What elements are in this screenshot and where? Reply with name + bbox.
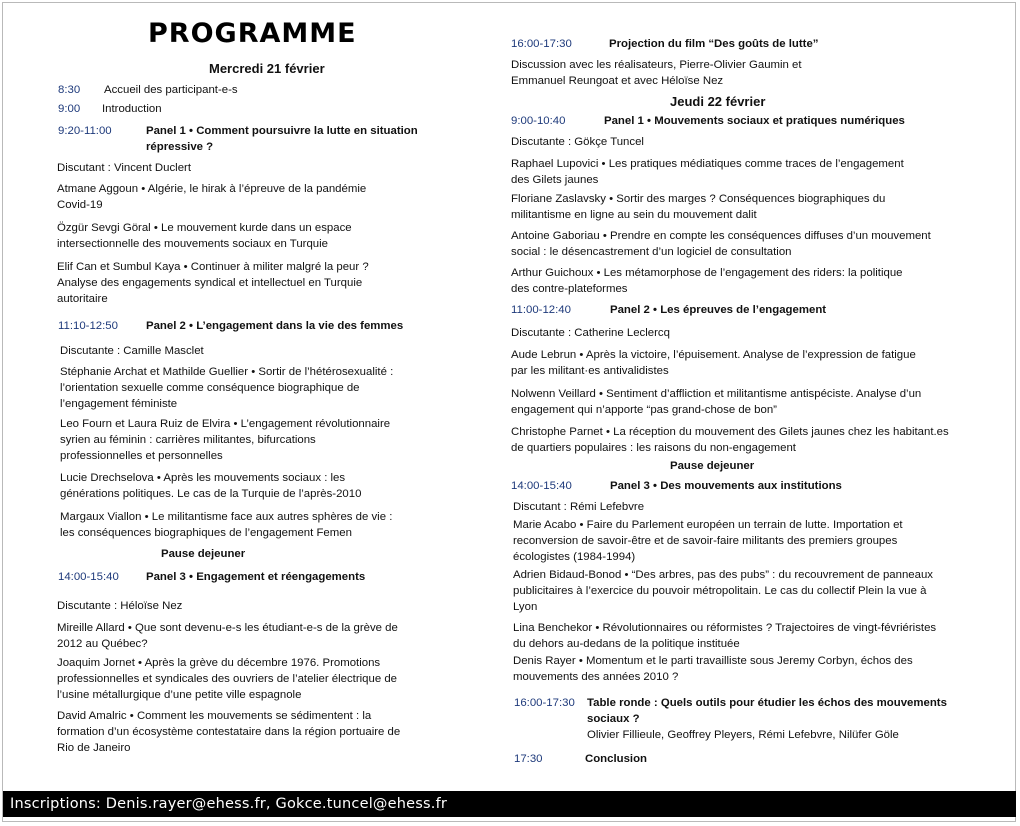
- time: 16:00-17:30: [514, 697, 575, 709]
- projection-description: [511, 58, 1020, 90]
- talk-line: générations politiques. Le cas de la Turquie de l’après-2010: [60, 487, 362, 500]
- talk-line: formation d’un écosystème contestataire dans la région portuaire de: [57, 725, 401, 738]
- panel-1-day2: [511, 114, 905, 130]
- talk-line: Arthur Guichoux • Les métamorphose de l’engagement des riders: la politique: [511, 267, 903, 279]
- talk: [511, 266, 1020, 298]
- session-projection: [511, 37, 819, 53]
- talk-line: reconversion de savoir-être et de savoir-faire militants des premiers groupes: [513, 534, 898, 547]
- talk-line: par les militant·es antivalidistes: [511, 364, 669, 377]
- talk-line: l’usine métallurgique d’une petite ville espagnole: [57, 688, 302, 701]
- talk-line: Raphael Lupovici • Les pratiques médiatiques comme traces de l’engagement: [511, 158, 904, 170]
- time: 11:10-12:50: [58, 320, 118, 332]
- panel-title-line: Panel 1 • Comment poursuivre la lutte en situation: [146, 125, 418, 137]
- time: 9:00-10:40: [511, 115, 566, 127]
- talk-line: Stéphanie Archat et Mathilde Guellier • Sortir de l’hétérosexualité :: [60, 366, 394, 378]
- talk: [511, 157, 1020, 189]
- session-accueil: [58, 83, 238, 99]
- time: 14:00-15:40: [511, 480, 572, 492]
- talk-line: Covid-19: [57, 198, 103, 211]
- panel-title: [146, 124, 418, 156]
- talk-line: Lyon: [513, 600, 538, 613]
- discussant: Discutante : Catherine Leclercq: [511, 327, 670, 339]
- talk-line: Margaux Viallon • Le militantisme face aux autres sphères de vie :: [60, 511, 393, 523]
- panel-title: Panel 3 • Engagement et réengagements: [146, 571, 366, 583]
- talk-line: Antoine Gaboriau • Prendre en compte les conséquences diffuses d’un mouvement: [511, 230, 931, 242]
- talk-line: Adrien Bidaud-Bonod • “Des arbres, pas des pubs” : du recouvrement de panneaux: [513, 569, 933, 581]
- talk-line: Joaquim Jornet • Après la grève du décembre 1976. Promotions: [57, 657, 381, 669]
- talk-line: syrien au féminin : carrières militantes, bifurcations: [60, 433, 316, 446]
- session-label: Introduction: [102, 103, 162, 115]
- talk-line: l’orientation sexuelle comme conséquence biographique de: [60, 381, 360, 394]
- discussant: Discutant : Vincent Duclert: [57, 162, 192, 174]
- talk-line: Denis Rayer • Momentum et le parti travailliste sous Jeremy Corbyn, échos des: [513, 655, 913, 667]
- talk-line: Christophe Parnet • La réception du mouvement des Gilets jaunes chez les habitant.es: [511, 426, 949, 438]
- panel-title: Panel 1 • Mouvements sociaux et pratiques numériques: [604, 115, 905, 127]
- talk-line: David Amalric • Comment les mouvements se sédimentent : la: [57, 710, 372, 722]
- description-line: Emmanuel Reungoat et avec Héloïse Nez: [511, 74, 724, 87]
- panel-title: Panel 2 • Les épreuves de l’engagement: [610, 304, 827, 316]
- pause-label: Pause dejeuner: [670, 460, 755, 472]
- talk-line: des Gilets jaunes: [511, 173, 599, 186]
- talk-line: Atmane Aggoun • Algérie, le hirak à l’épreuve de la pandémie: [57, 183, 367, 195]
- description-line: Discussion avec les réalisateurs, Pierre-Olivier Gaumin et: [511, 59, 802, 71]
- panel-1-day1: [58, 124, 418, 153]
- session-conclusion: [514, 752, 648, 768]
- talk: [511, 192, 1020, 224]
- talk-line: Aude Lebrun • Après la victoire, l’épuisement. Analyse de l’expression de fatigue: [511, 349, 916, 361]
- talk: [513, 568, 1020, 615]
- discussant: Discutant : Rémi Lefebvre: [513, 501, 645, 513]
- talk-line: 2012 au Québec?: [57, 637, 148, 650]
- talk-line: publicitaires à l’exercice du pouvoir métropolitain. Le cas du collectif Plein la vue à: [513, 584, 927, 597]
- time: 9:00: [58, 103, 81, 115]
- talk: [511, 425, 1020, 457]
- time: 11:00-12:40: [511, 304, 571, 316]
- talk-line: Floriane Zaslavsky • Sortir des marges ? Conséquences biographiques du: [511, 193, 886, 205]
- talk: [513, 654, 1020, 686]
- time: 9:20-11:00: [58, 125, 112, 137]
- talk-line: Elif Can et Sumbul Kaya • Continuer à militer malgré la peur ?: [57, 261, 369, 273]
- panel-2-day2: [511, 303, 827, 319]
- talk-line: les conséquences biographiques de l’engagement Femen: [60, 526, 352, 539]
- discussant: Discutante : Camille Masclet: [60, 345, 204, 357]
- table-ronde-title-line: sociaux ?: [587, 712, 640, 725]
- talk-line: Leo Fourn et Laura Ruiz de Elvira • L’engagement révolutionnaire: [60, 418, 391, 430]
- panel-title: Panel 3 • Des mouvements aux institutions: [610, 480, 842, 492]
- session-label: Projection du film “Des goûts de lutte”: [609, 38, 819, 50]
- talk: [511, 229, 1020, 261]
- talk: [513, 518, 1020, 565]
- talk-line: Lucie Drechselova • Après les mouvements sociaux : les: [60, 472, 346, 484]
- panel-3-day1: [58, 570, 366, 586]
- panel-3-day2: [511, 479, 842, 495]
- discussant: Discutante : Héloïse Nez: [57, 600, 183, 612]
- footer-registration: Inscriptions: Denis.rayer@ehess.fr, Gokce.tuncel@ehess.fr: [3, 791, 1016, 817]
- talk-line: écologistes (1984-1994): [513, 550, 636, 563]
- talk-line: Lina Benchekor • Révolutionnaires ou réformistes ? Trajectoires de vingt-févriéristes: [513, 622, 937, 634]
- talk-line: Marie Acabo • Faire du Parlement européen un terrain de lutte. Importation et: [513, 519, 903, 531]
- day-heading-1: Mercredi 21 février: [209, 61, 325, 76]
- talk-line: autoritaire: [57, 292, 108, 305]
- page-title: PROGRAMME: [148, 18, 357, 49]
- session-label: Accueil des participant-e-s: [104, 84, 238, 96]
- talk-line: intersectionnelle des mouvements sociaux en Turquie: [57, 237, 328, 250]
- time: 14:00-15:40: [58, 571, 119, 583]
- table-ronde-title-line: Table ronde : Quels outils pour étudier les échos des mouvements: [587, 697, 947, 709]
- talk: [511, 387, 1020, 419]
- session-label: Conclusion: [585, 753, 648, 765]
- talk-line: du dehors au-dedans de la politique instituée: [513, 637, 740, 650]
- discussant: Discutante : Gökçe Tuncel: [511, 136, 644, 148]
- table-ronde-participants: Olivier Fillieule, Geoffrey Pleyers, Rémi Lefebvre, Nilüfer Göle: [587, 728, 899, 741]
- time: 16:00-17:30: [511, 38, 572, 50]
- talk: [513, 621, 1020, 653]
- talk-line: Rio de Janeiro: [57, 741, 131, 754]
- panel-title: Panel 2 • L’engagement dans la vie des femmes: [146, 320, 404, 332]
- talk-line: Mireille Allard • Que sont devenu-e-s les étudiant-e-s de la grève de: [57, 622, 398, 634]
- talk-line: engagement qui n’apporte “pas grand-chose de bon”: [511, 403, 777, 416]
- talk-line: professionnelles et personnelles: [60, 449, 223, 462]
- talk-line: de quartiers populaires : les raisons du non-engagement: [511, 441, 796, 454]
- table-ronde-content: [587, 696, 947, 743]
- talk-line: social : le désencastrement d’un logiciel de consultation: [511, 245, 792, 258]
- talk-line: Analyse des engagements syndical et intellectuel en Turquie: [57, 276, 363, 289]
- panel-2-day1: [58, 319, 404, 335]
- talk-line: l’engagement féministe: [60, 397, 178, 410]
- talk-line: Özgür Sevgi Göral • Le mouvement kurde dans un espace: [57, 222, 352, 234]
- panel-title-line: répressive ?: [146, 140, 214, 153]
- talk-line: militantisme en ligne au sein du mouvement dalit: [511, 208, 757, 221]
- talk-line: professionnelles et syndicales des ouvriers de l’atelier électrique de: [57, 672, 398, 685]
- pause-label: Pause dejeuner: [161, 548, 246, 560]
- session-table-ronde: [514, 696, 947, 741]
- talk-line: Nolwenn Veillard • Sentiment d’affliction et militantisme antispéciste. Analyse d’un: [511, 388, 922, 400]
- talk-line: des contre-plateformes: [511, 282, 628, 295]
- talk: [511, 348, 1020, 380]
- time: 17:30: [514, 753, 543, 765]
- session-intro: [58, 102, 162, 118]
- time: 8:30: [58, 84, 81, 96]
- day-heading-2: Jeudi 22 février: [670, 94, 766, 109]
- talk-line: mouvements des années 2010 ?: [513, 670, 679, 683]
